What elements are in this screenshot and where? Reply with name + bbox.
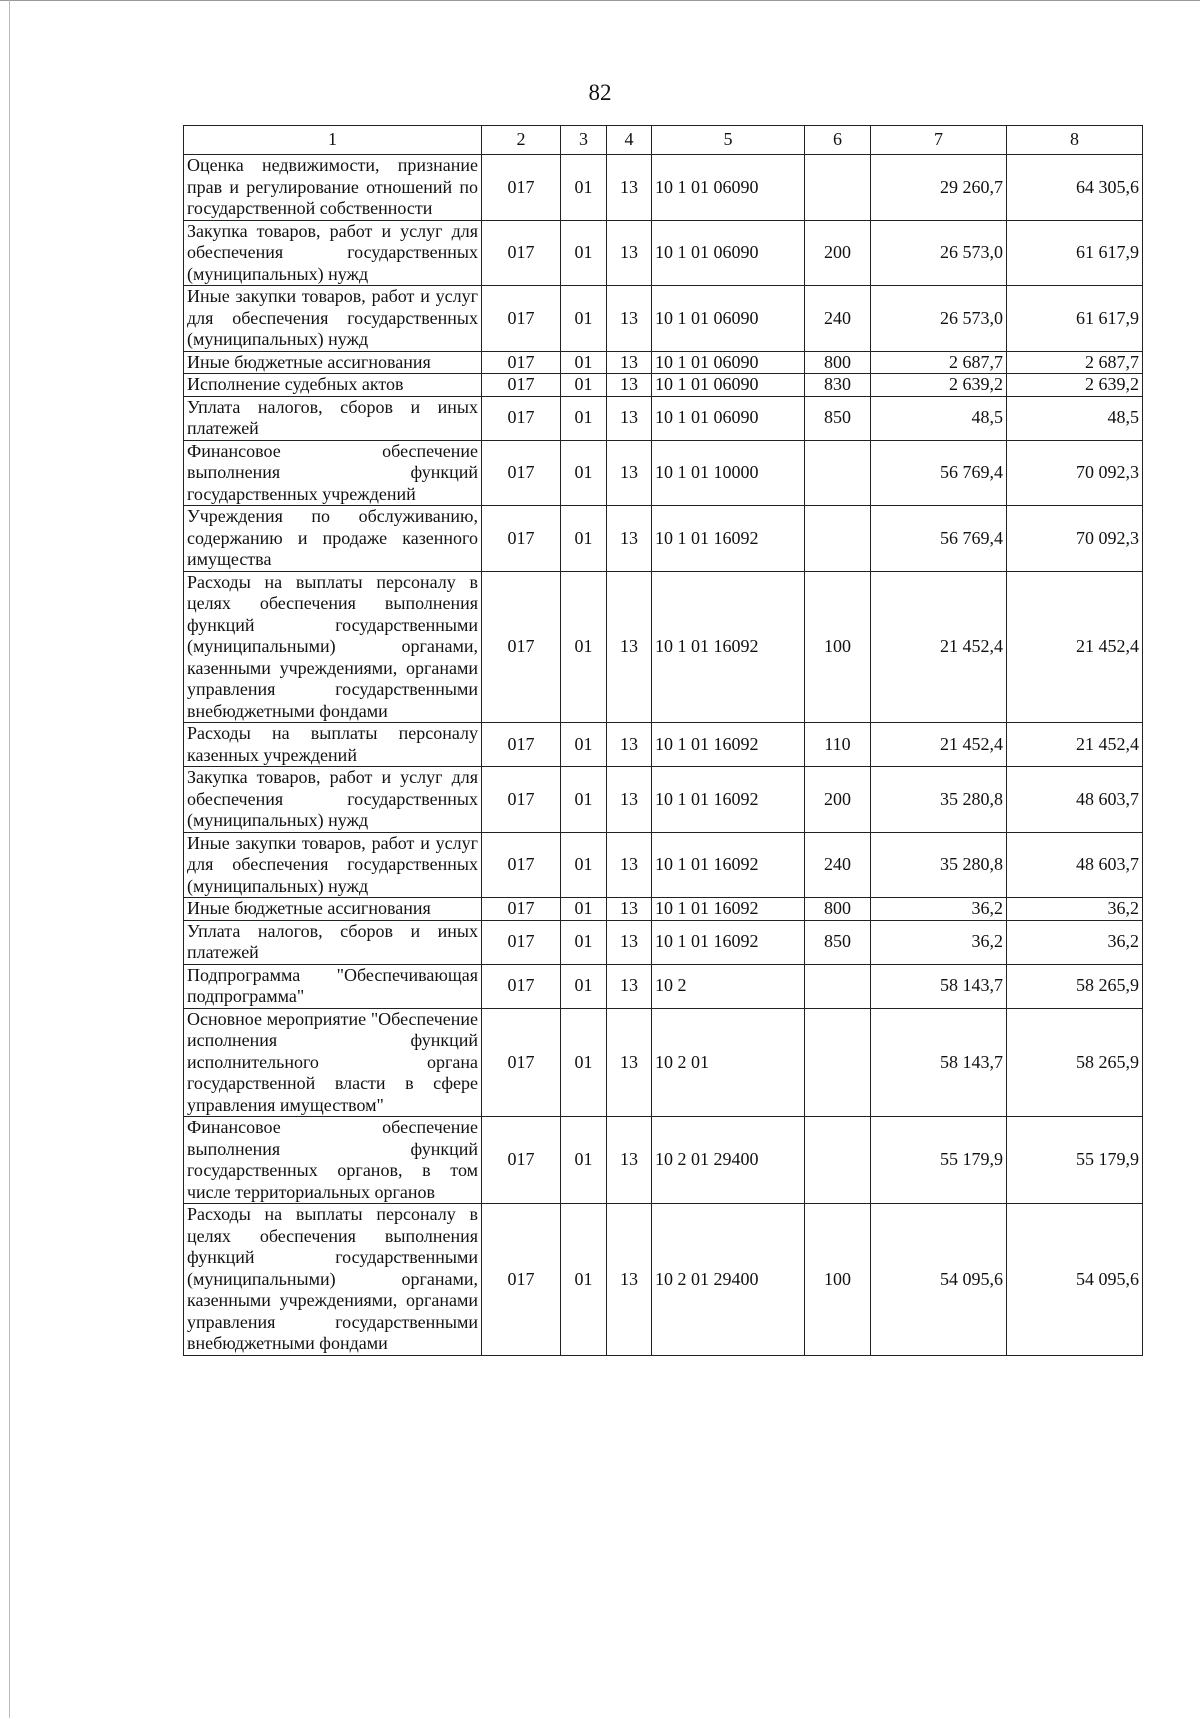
amount-cell-col8: 58 265,9 xyxy=(1007,964,1143,1008)
table-row xyxy=(184,1204,1143,1356)
target-article-cell: 10 1 01 16092 xyxy=(652,767,805,833)
scan-top-edge xyxy=(0,0,1200,1)
table-row xyxy=(184,723,1143,767)
table-row xyxy=(184,920,1143,964)
table-row xyxy=(184,898,1143,921)
section-code-cell: 01 xyxy=(561,723,607,767)
row-name-cell: Иные бюджетные ассигнования xyxy=(184,898,482,921)
row-name-cell: Подпрограмма "Обеспечивающая подпрограмма" xyxy=(184,964,482,1008)
section-code-cell: 01 xyxy=(561,396,607,440)
subsection-code-cell: 13 xyxy=(607,286,652,352)
grbs-code-cell: 017 xyxy=(482,506,561,572)
amount-cell-col7: 58 143,7 xyxy=(871,964,1007,1008)
grbs-code-cell: 017 xyxy=(482,964,561,1008)
amount-cell-col7: 26 573,0 xyxy=(871,286,1007,352)
grbs-code-cell: 017 xyxy=(482,920,561,964)
row-name-cell: Расходы на выплаты персоналу в целях обеспечения выполнения функций государственными (муниципальными) органами, казенными учреждениями, органами управления государственными внебюджетными фондами xyxy=(184,571,482,723)
target-article-cell: 10 1 01 16092 xyxy=(652,723,805,767)
subsection-code-cell: 13 xyxy=(607,1117,652,1204)
grbs-code-cell: 017 xyxy=(482,1008,561,1117)
row-name-cell: Учреждения по обслуживанию, содержанию и продаже казенного имущества xyxy=(184,506,482,572)
amount-cell-col7: 2 639,2 xyxy=(871,374,1007,397)
section-code-cell: 01 xyxy=(561,220,607,286)
table-row xyxy=(184,506,1143,572)
grbs-code-cell: 017 xyxy=(482,1117,561,1204)
expense-type-cell xyxy=(805,440,871,506)
section-code-cell: 01 xyxy=(561,1117,607,1204)
target-article-cell: 10 1 01 16092 xyxy=(652,832,805,898)
row-name-cell: Уплата налогов, сборов и иных платежей xyxy=(184,920,482,964)
table-header-row xyxy=(184,126,1143,155)
scan-left-edge xyxy=(9,0,10,1718)
expense-type-cell: 240 xyxy=(805,832,871,898)
expense-type-cell: 850 xyxy=(805,396,871,440)
row-name-cell: Расходы на выплаты персоналу в целях обеспечения выполнения функций государственными (муниципальными) органами, казенными учреждениями, органами управления государственными внебюджетными фондами xyxy=(184,1204,482,1356)
subsection-code-cell: 13 xyxy=(607,723,652,767)
row-name-cell: Закупка товаров, работ и услуг для обеспечения государственных (муниципальных) нужд xyxy=(184,220,482,286)
grbs-code-cell: 017 xyxy=(482,155,561,221)
header-cell: 7 xyxy=(871,126,1007,155)
table-row xyxy=(184,396,1143,440)
row-name-cell: Исполнение судебных актов xyxy=(184,374,482,397)
grbs-code-cell: 017 xyxy=(482,220,561,286)
amount-cell-col7: 56 769,4 xyxy=(871,440,1007,506)
amount-cell-col8: 70 092,3 xyxy=(1007,506,1143,572)
section-code-cell: 01 xyxy=(561,286,607,352)
table-row xyxy=(184,1008,1143,1117)
target-article-cell: 10 1 01 06090 xyxy=(652,286,805,352)
amount-cell-col8: 55 179,9 xyxy=(1007,1117,1143,1204)
amount-cell-col8: 48 603,7 xyxy=(1007,767,1143,833)
expense-type-cell: 850 xyxy=(805,920,871,964)
row-name-cell: Уплата налогов, сборов и иных платежей xyxy=(184,396,482,440)
amount-cell-col8: 2 687,7 xyxy=(1007,351,1143,374)
amount-cell-col7: 56 769,4 xyxy=(871,506,1007,572)
amount-cell-col7: 58 143,7 xyxy=(871,1008,1007,1117)
amount-cell-col7: 48,5 xyxy=(871,396,1007,440)
amount-cell-col7: 26 573,0 xyxy=(871,220,1007,286)
target-article-cell: 10 1 01 16092 xyxy=(652,506,805,572)
section-code-cell: 01 xyxy=(561,920,607,964)
expense-type-cell xyxy=(805,1008,871,1117)
grbs-code-cell: 017 xyxy=(482,286,561,352)
section-code-cell: 01 xyxy=(561,506,607,572)
amount-cell-col8: 54 095,6 xyxy=(1007,1204,1143,1356)
section-code-cell: 01 xyxy=(561,155,607,221)
amount-cell-col8: 48 603,7 xyxy=(1007,832,1143,898)
table-row xyxy=(184,571,1143,723)
subsection-code-cell: 13 xyxy=(607,898,652,921)
target-article-cell: 10 2 xyxy=(652,964,805,1008)
amount-cell-col7: 29 260,7 xyxy=(871,155,1007,221)
expense-type-cell xyxy=(805,506,871,572)
amount-cell-col8: 61 617,9 xyxy=(1007,286,1143,352)
target-article-cell: 10 1 01 06090 xyxy=(652,351,805,374)
page-number: 82 xyxy=(588,80,612,105)
expense-type-cell: 200 xyxy=(805,220,871,286)
header-cell: 8 xyxy=(1007,126,1143,155)
header-cell: 6 xyxy=(805,126,871,155)
grbs-code-cell: 017 xyxy=(482,1204,561,1356)
row-name-cell: Закупка товаров, работ и услуг для обеспечения государственных (муниципальных) нужд xyxy=(184,767,482,833)
table-row xyxy=(184,286,1143,352)
subsection-code-cell: 13 xyxy=(607,374,652,397)
grbs-code-cell: 017 xyxy=(482,723,561,767)
amount-cell-col7: 21 452,4 xyxy=(871,723,1007,767)
section-code-cell: 01 xyxy=(561,374,607,397)
expense-type-cell xyxy=(805,1117,871,1204)
amount-cell-col8: 21 452,4 xyxy=(1007,571,1143,723)
grbs-code-cell: 017 xyxy=(482,396,561,440)
section-code-cell: 01 xyxy=(561,898,607,921)
amount-cell-col7: 21 452,4 xyxy=(871,571,1007,723)
amount-cell-col7: 35 280,8 xyxy=(871,832,1007,898)
subsection-code-cell: 13 xyxy=(607,351,652,374)
table-row xyxy=(184,1117,1143,1204)
target-article-cell: 10 2 01 xyxy=(652,1008,805,1117)
expense-type-cell: 100 xyxy=(805,571,871,723)
amount-cell-col8: 36,2 xyxy=(1007,920,1143,964)
target-article-cell: 10 2 01 29400 xyxy=(652,1204,805,1356)
expense-type-cell: 100 xyxy=(805,1204,871,1356)
section-code-cell: 01 xyxy=(561,440,607,506)
header-cell: 1 xyxy=(184,126,482,155)
section-code-cell: 01 xyxy=(561,1008,607,1117)
amount-cell-col8: 58 265,9 xyxy=(1007,1008,1143,1117)
amount-cell-col7: 36,2 xyxy=(871,920,1007,964)
grbs-code-cell: 017 xyxy=(482,832,561,898)
amount-cell-col7: 2 687,7 xyxy=(871,351,1007,374)
target-article-cell: 10 1 01 06090 xyxy=(652,374,805,397)
section-code-cell: 01 xyxy=(561,832,607,898)
subsection-code-cell: 13 xyxy=(607,964,652,1008)
subsection-code-cell: 13 xyxy=(607,220,652,286)
expense-type-cell: 800 xyxy=(805,898,871,921)
amount-cell-col7: 36,2 xyxy=(871,898,1007,921)
target-article-cell: 10 1 01 16092 xyxy=(652,920,805,964)
subsection-code-cell: 13 xyxy=(607,767,652,833)
target-article-cell: 10 1 01 06090 xyxy=(652,220,805,286)
expense-type-cell xyxy=(805,964,871,1008)
table-row xyxy=(184,767,1143,833)
section-code-cell: 01 xyxy=(561,571,607,723)
budget-table xyxy=(183,125,1143,1356)
header-cell: 3 xyxy=(561,126,607,155)
amount-cell-col7: 35 280,8 xyxy=(871,767,1007,833)
amount-cell-col8: 36,2 xyxy=(1007,898,1143,921)
grbs-code-cell: 017 xyxy=(482,898,561,921)
header-cell: 2 xyxy=(482,126,561,155)
subsection-code-cell: 13 xyxy=(607,571,652,723)
expense-type-cell: 200 xyxy=(805,767,871,833)
row-name-cell: Иные закупки товаров, работ и услуг для обеспечения государственных (муниципальных) нужд xyxy=(184,832,482,898)
target-article-cell: 10 1 01 06090 xyxy=(652,155,805,221)
header-cell: 4 xyxy=(607,126,652,155)
expense-type-cell: 110 xyxy=(805,723,871,767)
amount-cell-col8: 64 305,6 xyxy=(1007,155,1143,221)
row-name-cell: Финансовое обеспечение выполнения функций государственных учреждений xyxy=(184,440,482,506)
table-row xyxy=(184,351,1143,374)
target-article-cell: 10 1 01 06090 xyxy=(652,396,805,440)
grbs-code-cell: 017 xyxy=(482,374,561,397)
amount-cell-col8: 70 092,3 xyxy=(1007,440,1143,506)
amount-cell-col7: 54 095,6 xyxy=(871,1204,1007,1356)
row-name-cell: Финансовое обеспечение выполнения функций государственных органов, в том числе территориальных органов xyxy=(184,1117,482,1204)
amount-cell-col8: 48,5 xyxy=(1007,396,1143,440)
row-name-cell: Основное мероприятие "Обеспечение исполнения функций исполнительного органа государственной власти в сфере управления имуществом" xyxy=(184,1008,482,1117)
row-name-cell: Оценка недвижимости, признание прав и регулирование отношений по государственной собственности xyxy=(184,155,482,221)
table-row xyxy=(184,964,1143,1008)
grbs-code-cell: 017 xyxy=(482,571,561,723)
grbs-code-cell: 017 xyxy=(482,440,561,506)
row-name-cell: Расходы на выплаты персоналу казенных учреждений xyxy=(184,723,482,767)
table-row xyxy=(184,440,1143,506)
subsection-code-cell: 13 xyxy=(607,1008,652,1117)
expense-type-cell: 800 xyxy=(805,351,871,374)
subsection-code-cell: 13 xyxy=(607,920,652,964)
subsection-code-cell: 13 xyxy=(607,440,652,506)
target-article-cell: 10 2 01 29400 xyxy=(652,1117,805,1204)
table-row xyxy=(184,155,1143,221)
section-code-cell: 01 xyxy=(561,351,607,374)
grbs-code-cell: 017 xyxy=(482,767,561,833)
amount-cell-col7: 55 179,9 xyxy=(871,1117,1007,1204)
target-article-cell: 10 1 01 10000 xyxy=(652,440,805,506)
section-code-cell: 01 xyxy=(561,767,607,833)
section-code-cell: 01 xyxy=(561,964,607,1008)
row-name-cell: Иные бюджетные ассигнования xyxy=(184,351,482,374)
subsection-code-cell: 13 xyxy=(607,506,652,572)
table-row xyxy=(184,832,1143,898)
grbs-code-cell: 017 xyxy=(482,351,561,374)
target-article-cell: 10 1 01 16092 xyxy=(652,571,805,723)
subsection-code-cell: 13 xyxy=(607,1204,652,1356)
section-code-cell: 01 xyxy=(561,1204,607,1356)
subsection-code-cell: 13 xyxy=(607,396,652,440)
header-cell: 5 xyxy=(652,126,805,155)
amount-cell-col8: 21 452,4 xyxy=(1007,723,1143,767)
row-name-cell: Иные закупки товаров, работ и услуг для обеспечения государственных (муниципальных) нужд xyxy=(184,286,482,352)
expense-type-cell: 830 xyxy=(805,374,871,397)
table-row xyxy=(184,374,1143,397)
subsection-code-cell: 13 xyxy=(607,155,652,221)
expense-type-cell xyxy=(805,155,871,221)
subsection-code-cell: 13 xyxy=(607,832,652,898)
table-row xyxy=(184,220,1143,286)
amount-cell-col8: 2 639,2 xyxy=(1007,374,1143,397)
amount-cell-col8: 61 617,9 xyxy=(1007,220,1143,286)
expense-type-cell: 240 xyxy=(805,286,871,352)
target-article-cell: 10 1 01 16092 xyxy=(652,898,805,921)
